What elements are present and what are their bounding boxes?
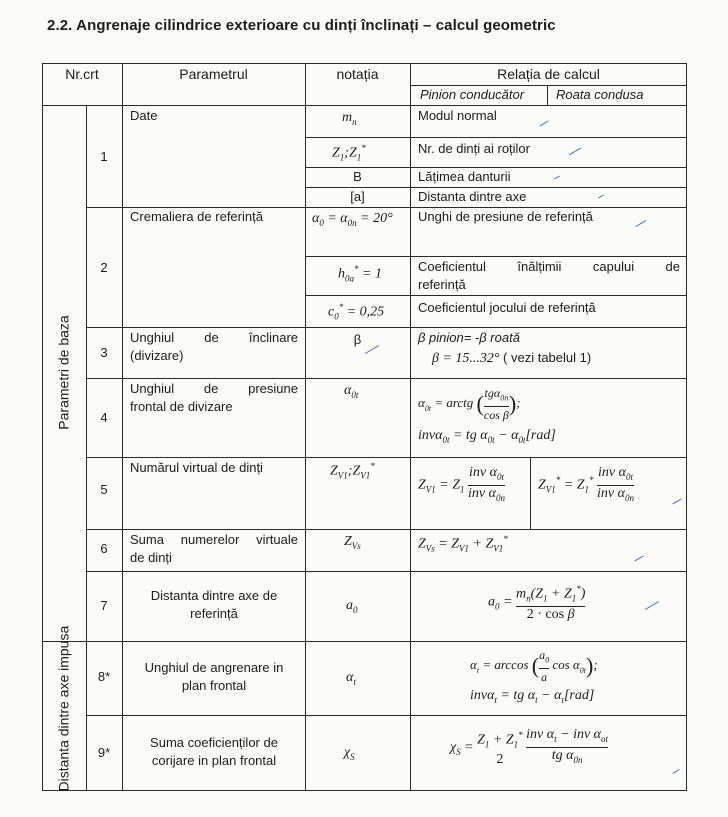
row4-param-b: frontal de divizare [130, 399, 233, 414]
row2-notation-h: $h_{0a}^* = 1$ [338, 264, 382, 284]
row3-notation: β [353, 332, 362, 347]
row1-rel-latime: Lățimea danturii [418, 169, 511, 184]
row5-param: Numărul virtual de dinți [130, 460, 263, 475]
row9-param-a: Suma coeficienților de [150, 735, 278, 750]
header-roata: Roata condusa [556, 87, 644, 102]
row3-rel-b: β = 15...32° ( vezi tabelul 1) [432, 350, 592, 366]
row2-rel-inaltime-a: Coeficientul înălțimii capului de [418, 259, 680, 274]
row2-notation-c: $c_0^* = 0,25$ [328, 302, 385, 322]
row1-rel-distanta: Distanta dintre axe [418, 189, 527, 204]
row6-param-b: de dinți [130, 550, 172, 565]
check-mark [636, 220, 647, 227]
header-pinion: Pinion conducător [420, 87, 525, 102]
row3-nr: 3 [100, 345, 108, 360]
row7-param-a: Distanta dintre axe de [150, 588, 278, 603]
row1-notation-z: $Z_1;Z_1^*$ [332, 143, 366, 163]
row8-param-b: plan frontal [181, 678, 247, 693]
row3-param-b: (divizare) [130, 348, 184, 363]
row9-param-b: corijare in plan frontal [151, 753, 277, 768]
row5-rel-roata: $Z_{V1}^* = Z_1^*$ $\frac{inv \alpha_{0t}}{inv \alpha_{0n}}$ [538, 465, 634, 506]
row8-param-a: Unghiul de angrenare in [144, 660, 284, 675]
row6-relation: $Z_{Vs} = Z_{V1} + Z_{V1}^*$ [418, 534, 508, 554]
row4-rel-b: invα$_{0t}$ = tg $\alpha_{0t} - \alpha_{0t}[rad]$ [418, 428, 556, 445]
row8-rel-b: invα$_t$ = tg $\alpha_t - \alpha_t[rad]$ [470, 688, 595, 705]
check-mark [554, 176, 560, 180]
row3-param-a: Unghiul de înclinare [130, 330, 298, 345]
header-relatia: Relația de calcul [497, 66, 600, 82]
check-mark [672, 499, 681, 505]
row7-relation: $a_0$ = $\frac{m_n(Z_1 + Z_1^*)}{\text{2 · cos β}}$ [488, 584, 586, 623]
row2-rel-inaltime-b: referință [418, 277, 466, 292]
row2-param: Cremaliera de referință [130, 209, 263, 224]
row4-param-a: Unghiul de presiune [130, 381, 298, 396]
header-nrcrt: Nr.crt [65, 66, 99, 82]
row6-param-a: Suma numerelor virtuale [130, 532, 298, 547]
check-mark [645, 601, 659, 610]
row2-notation-alpha: $\alpha_0 = \alpha_{0n} = 20^\circ$ [312, 211, 393, 228]
row7-notation: $a_0$ [346, 598, 358, 615]
row4-nr: 4 [100, 410, 108, 425]
check-mark [634, 556, 643, 562]
check-mark [672, 769, 679, 774]
group-parametri-baza: Parametri de baza [55, 315, 72, 430]
header-notatia: notația [336, 66, 379, 82]
row6-notation: $Z_{Vs}$ [344, 534, 361, 551]
row2-rel-presiune: Unghi de presiune de referință [418, 209, 593, 224]
header-parametrul: Parametrul [179, 66, 248, 82]
row1-rel-dinti: Nr. de dinți ai roților [418, 141, 530, 156]
row2-nr: 2 [100, 260, 108, 275]
row5-nr: 5 [100, 482, 108, 497]
check-mark [598, 195, 604, 199]
row1-notation-mn: $m_n$ [342, 110, 357, 127]
group-distanta-impusa: Distanta dintre axe impusa [55, 625, 72, 792]
row1-notation-a: [a] [350, 189, 365, 204]
row3-rel-a: β pinion= -β roată [418, 330, 520, 345]
check-mark [569, 148, 582, 156]
row2-rel-joc: Coeficientul jocului de referință [418, 300, 596, 315]
row8-rel-a: $\alpha_t = \arccos$ ( $\frac{a_0}{a}$ $\cos \alpha_{0t}$); [470, 648, 598, 685]
check-mark [539, 121, 548, 127]
row7-param-b: referință [190, 606, 238, 621]
row1-nr: 1 [100, 149, 108, 164]
row1-rel-modul: Modul normal [418, 108, 497, 123]
row7-nr: 7 [100, 598, 108, 613]
row8-nr: 8* [97, 669, 111, 684]
row5-rel-pinion: $Z_{V1} = Z_1$ $\frac{inv \alpha_{0t}}{inv \alpha_{0n}}$ [418, 465, 505, 506]
row5-notation: $Z_{V1};Z_{V1}^*$ [330, 461, 375, 481]
row9-notation: $\chi_S$ [344, 745, 355, 762]
calculation-table [42, 63, 687, 791]
row9-nr: 9* [97, 745, 111, 760]
row4-notation: $\alpha_{0t}$ [344, 383, 359, 400]
row1-notation-b: B [353, 169, 362, 184]
section-heading: 2.2. Angrenaje cilindrice exterioare cu dinți înclinați – calcul geometric [47, 17, 556, 34]
row1-param: Date [130, 108, 158, 123]
row4-rel-a: $\alpha_{0t}$ = arctg ( $\frac{tg\alpha_{0n}}{\text{cos β}}$ ); [418, 386, 521, 423]
row6-nr: 6 [100, 541, 108, 556]
row9-relation: $\chi_S$ = $Z_1 + Z_1^*$ 2 $\frac{inv \alpha_t - inv \alpha_{ot}}{tg \alpha_{0n}}$ [450, 727, 609, 768]
row8-notation: $\alpha_t$ [346, 670, 356, 687]
